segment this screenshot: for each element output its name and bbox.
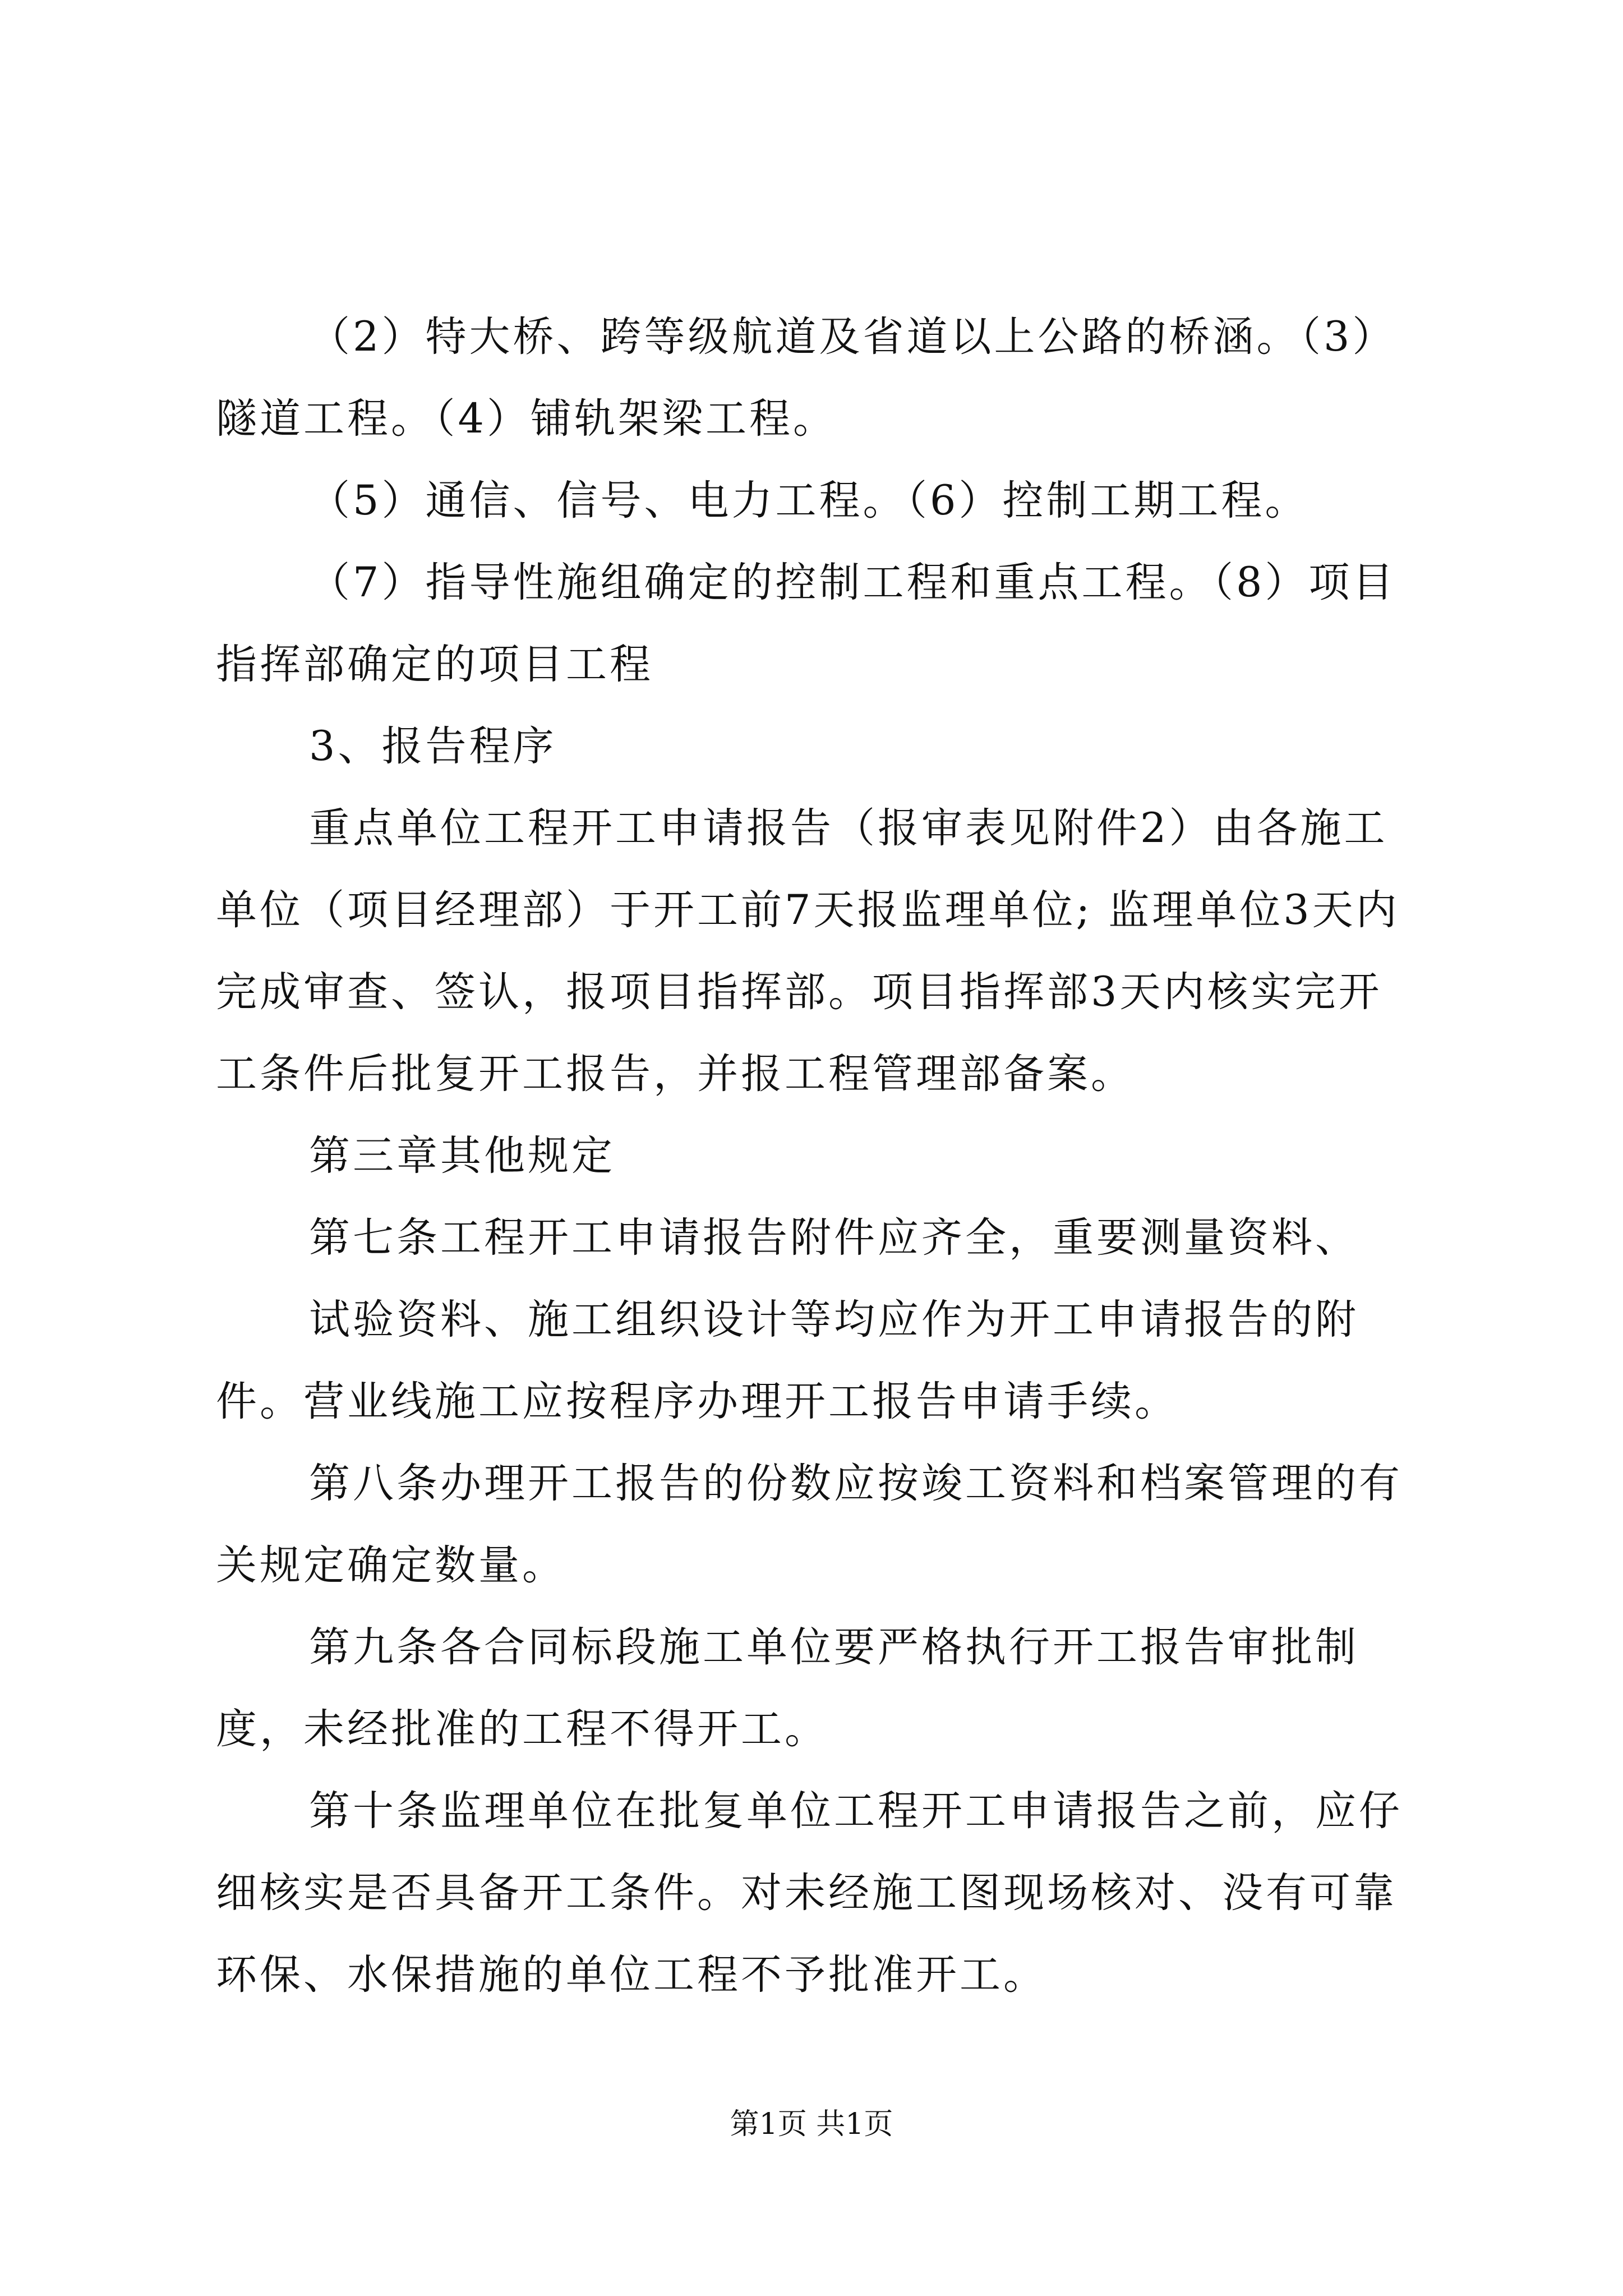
article-eight: 第八条办理开工报告的份数应按竣工资料和档案管理的有关规定确定数量。 (216, 1460, 1403, 1589)
paragraph-item-5: （5）通信、信号、电力工程。（6）控制工期工程。 (309, 477, 1309, 524)
document-body (216, 296, 1416, 2016)
paragraph-item-2: （2）特大桥、跨等级航道及省道以上公路的桥涵。（3）隧道工程。（4）铺轨架梁工程。 (216, 313, 1396, 443)
chapter-heading: 第三章其他规定 (309, 1132, 615, 1180)
paragraph-item-7: （7）指导性施组确定的控制工程和重点工程。（8）项目指挥部确定的项目工程 (216, 559, 1396, 688)
article-seven-continued: 试验资料、施工组织设计等均应作为开工申请报告的附件。营业线施工应按程序办理开工报告申请手续。 (216, 1296, 1359, 1425)
section-heading-report-procedure: 3、报告程序 (309, 723, 557, 770)
paragraph-report-procedure: 重点单位工程开工申请报告（报审表见附件2）由各施工单位（项目经理部）于开工前7天报监理单位; 监理单位3天内完成审查、签认，报项目指挥部。项目指挥部3天内核实完开工条件后批复开工报告，并报工程管理部备案。 (216, 804, 1400, 1098)
article-seven: 第七条工程开工申请报告附件应齐全，重要测量资料、 (309, 1214, 1359, 1262)
page-footer: 第1页 共1页 (730, 2108, 893, 2141)
article-ten: 第十条监理单位在批复单位工程开工申请报告之前，应仔细核实是否具备开工条件。对未经施工图现场核对、没有可靠环保、水保措施的单位工程不予批准开工。 (216, 1787, 1403, 1999)
article-nine: 第九条各合同标段施工单位要严格执行开工报告审批制度，未经批准的工程不得开工。 (216, 1623, 1359, 1753)
